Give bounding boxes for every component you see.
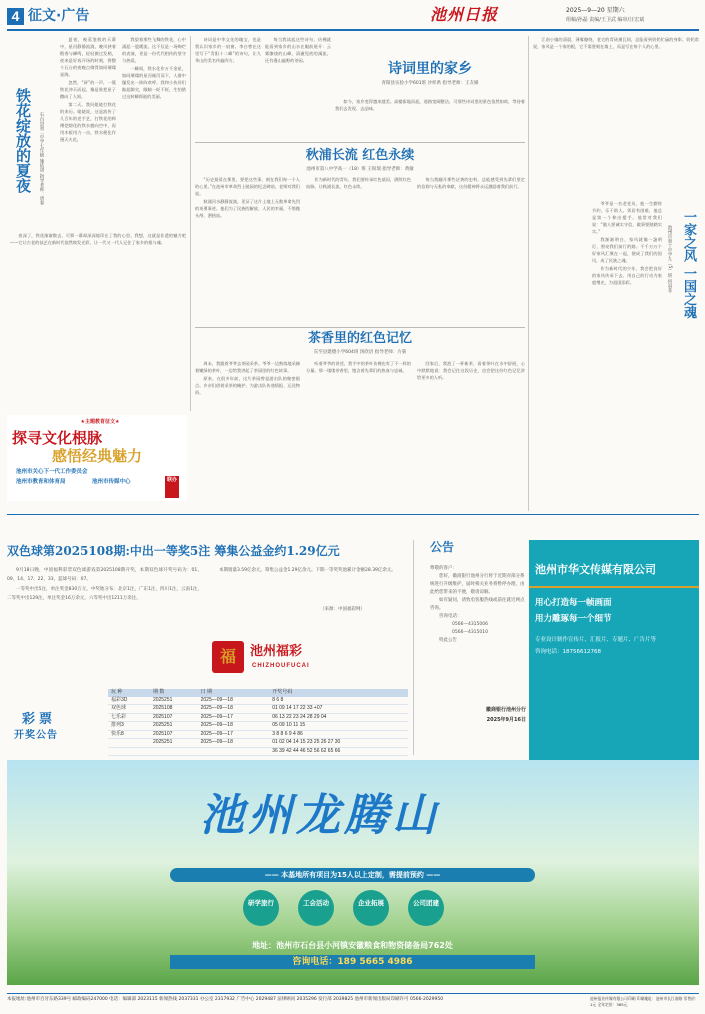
promo-organizer-2: 池州市教育和体育局 [16, 479, 66, 485]
lottery-label-1: 彩票 [22, 712, 57, 727]
service-circle-company: 公司团建 [408, 890, 444, 926]
promo-organizer-1: 池州市关心下一代工作委员会 [16, 469, 88, 475]
media-ad-services: 专业设计制作宣传片、汇报片、专题片、广告片等 [535, 637, 657, 643]
notice-org: 徽商银行池州分行 [485, 707, 526, 713]
longteng-ad-subtitle: —— 本基地所有项目为15人以上定制，需提前预约 —— [170, 868, 535, 882]
lottery-cell: 05 09 10 11 15 [269, 722, 408, 731]
lottery-cell [198, 747, 270, 756]
paragraph: 回家后，我泡了一杯新茶，看着茶叶在水中舒展，心中默默地说：我会记住这段历史，也会把这份红色记忆讲给更多的人听。 [417, 361, 525, 380]
longteng-ad-address: 地址：池州市石台县小河镇安徽粮食和物资储备局762处 [252, 941, 453, 950]
lottery-row [108, 722, 408, 731]
issue-date: 2025—9—20 星期六 [566, 7, 625, 14]
lottery-cell: 2025107 [150, 713, 198, 722]
paragraph: 每当我读起这些诗句，仿佛就能看到家乡的山水在眼前展开：云雾缭绕的山峰，清澈见底的溪流，还有漫山遍野的茶园。 [265, 37, 331, 63]
promo-organizer-3: 池州市传媒中心 [92, 479, 131, 485]
lottery-cell: 2025—09—18 [198, 705, 270, 714]
page-number: 4 [7, 8, 24, 25]
article-meta-autumn: 池州市第八中学高一（18）班 王锐瑞 指导老师：黄敏 [306, 167, 414, 172]
paragraph: 如今，家乡变得越来越美。高楼拔地而起，道路宽阔整洁，可那些诗词里的景色依然如故，等待着我们去发现、去品味。 [335, 99, 525, 111]
fucai-logo-icon: 福 [212, 641, 244, 673]
notice-salutation: 尊敬的客户： [430, 566, 457, 571]
footer-info: 本报地址:池州市百牙东路339号 邮政编码247000 电话：编辑部 2023115 新闻热线 2037331 办公室 2317932 广告中心 2029487 法律顾问 2035296 发行部 2039825 池州市新闻出版局印刷许可 0566-2029950 [7, 997, 444, 1002]
lottery-cell: 3 8 8 6 9 4 86 [269, 730, 408, 739]
lottery-row [108, 697, 408, 705]
lottery-cell [108, 747, 150, 756]
column-divider [528, 36, 529, 511]
paragraph: 秋浦河水静静流淌，见证了这片土地上无数革命先烈的英勇事迹。他们为了民族的解放、人民的幸福，不惜抛头颅、洒热血。 [195, 199, 300, 218]
fucai-logo-name: 池州福彩 [250, 644, 303, 659]
article-body-tea-col1 [195, 360, 300, 510]
paragraph: 我渐渐明白，家风就像一盏明灯，照亮我们前行的路。千千万万个好家风汇聚在一起，便成了我们的国风，成了民族之魂。 [592, 237, 662, 263]
lottery-headline: 双色球第2025108期:中出一等奖5注 筹集公益金约1.29亿元 [7, 544, 340, 558]
section-divider [7, 514, 699, 515]
article-title-tea: 茶香里的红色记忆 [307, 331, 412, 346]
lottery-cell: 2025107 [150, 730, 198, 739]
paragraph: 江南小镇的清晨，薄雾缭绕，老宅的青砖黛瓦间，总能看到奶奶忙碌的身影。奶奶常说，家风是一个家的根，它不需要刻在墙上，而是写在每个人的心里。 [533, 37, 699, 49]
notice-phone-2: 0566—4315010 [452, 630, 488, 635]
lottery-cell: 2025251 [150, 697, 198, 705]
lottery-cell: 2025—09—18 [198, 739, 270, 748]
paragraph: 爷爷是一名老党员，他一生勤俭节约，乐于助人。邻居有困难，他总是第一个伸出援手。他常对我们说：“做人要诚实守信，做事要踏踏实实。” [592, 201, 662, 234]
lottery-cell: 2025—09—17 [198, 713, 270, 722]
article-body-autumn-col2 [306, 176, 411, 324]
lottery-body-col1 [7, 566, 202, 636]
lottery-cell: 七乐彩 [108, 713, 150, 722]
promo-badge: 联办 [165, 476, 179, 498]
lottery-row [108, 705, 408, 714]
lottery-cell: 01 09 14 17 22 33 +07 [269, 705, 408, 714]
media-ad-phone: 咨询电话：18756612768 [535, 649, 601, 655]
section-title: 征文·广告 [28, 8, 90, 24]
lottery-results-table [108, 689, 408, 756]
paragraph: 如有疑问，请致电客服热线或前往就近网点咨询。 [430, 598, 525, 611]
article-body-tea-col2 [306, 360, 411, 510]
article-body-family-col2 [592, 200, 662, 510]
article-meta-tea: 东至县建德小学604班 汤欣语 指导老师：方菊 [313, 350, 407, 355]
section-divider [195, 327, 525, 328]
paragraph: 诗词是中华文化的瑰宝，也是我认识家乡的一扇窗。李白曾在这里写下“青阳十二峰”的诗句，让九华山的美名传遍四方。 [195, 37, 261, 63]
paragraph: 周末，我跟着爷爷去茶园采茶。爷爷一边熟练地采摘着嫩绿的茶叶，一边给我讲起了茶园里的红色故事。 [195, 361, 300, 373]
lottery-cell [150, 747, 198, 756]
paragraph: 作为新时代的青年，我们要传承红色基因，赓续红色血脉，让秋浦长流，红色永续。 [306, 177, 411, 189]
promo-slogan-2: 感悟经典魅力 [52, 447, 143, 465]
lottery-cell: 双色球 [108, 705, 150, 714]
article-body-autumn-col1 [195, 176, 300, 324]
paper-logo: 池州日报 [430, 5, 499, 24]
notice-contact-label: 咨询电话： [439, 614, 462, 619]
lottery-cell: 排列3 [108, 722, 150, 731]
fucai-logo-en: CHIZHOUFUCAI [252, 663, 310, 669]
section-divider [195, 142, 525, 143]
paragraph: 第二天，我问姥姥打铁花的来历。姥姥说，这是流传了几百年的老手艺，打铁花的师傅把熔化的铁水抛向空中，再用木板用力一击，铁水便化作漫天火花。 [60, 102, 116, 142]
service-circle-study: 研学旅行 [243, 890, 279, 926]
article-title-autumn: 秋浦长流 红色永续 [305, 148, 415, 163]
lottery-source: （来源：中国福彩网） [320, 607, 365, 612]
notice-phone-1: 0566—4315006 [452, 622, 488, 627]
media-ad-slogan-1: 用心打造每一帧画面 [535, 598, 612, 608]
article-body-poem-col1 [195, 36, 261, 136]
article-title-family: 一家之风 一国之魂 [681, 210, 696, 319]
article-title-poem: 诗词里的家乡 [388, 61, 472, 77]
paragraph: 一等奖中出5注，单注奖金830万元，中奖地分布：北京1注，广东1注，四川1注，云南1注，二等奖中出129注，单注奖金16万余元，六等奖中出1211万余注。 [7, 587, 202, 601]
lottery-cell: 36 39 42 44 46 52 56 62 65 66 [269, 747, 408, 756]
article-body-poem-col2 [265, 36, 331, 136]
notice-closing: 特此公告 [439, 638, 457, 643]
media-ad-slogan-2: 用力雕琢每一个细节 [535, 614, 612, 624]
article-meta-poem: 青阳县实验小学601班 沙梓禹 指导老师：王友娣 [381, 81, 479, 86]
paragraph: 原来，在很多年前，这片茶园曾是游击队的秘密据点。乡亲们借着采茶的掩护，为游击队传递情报、运送物资。 [195, 376, 300, 395]
lottery-cell: 06 13 22 23 24 28 29 04 [269, 713, 408, 722]
lottery-cell: 8 6 8 [269, 697, 408, 705]
promo-slogan-1: 探寻文化根脉 [12, 429, 103, 447]
lottery-row [108, 739, 408, 748]
article-body-tea-col3 [417, 360, 525, 510]
article-meta-family: 池州市第十中学九（5）班 何羽菲 [667, 225, 672, 293]
lottery-row [108, 747, 408, 756]
media-ad-band [529, 586, 699, 588]
paragraph: 我望着那些飞舞的铁花，心中涌起一股暖流。这不仅是一场绚烂的表演，更是一份代代相传的坚守与热爱。 [122, 37, 186, 63]
article-body-iron-flower-col1 [60, 36, 116, 226]
editor-credits: 组稿/孙磊 责编/王卫武 编审/汪宏斌 [566, 17, 645, 23]
lottery-row [108, 730, 408, 739]
service-circle-union: 工会活动 [298, 890, 334, 926]
col-header: 期 数 [150, 689, 198, 697]
article-title-iron-flower: 铁花绽放的夏夜 [14, 88, 32, 193]
col-header: 开奖号码 [269, 689, 408, 697]
lottery-cell: 2025251 [150, 739, 198, 748]
media-ad-title: 池州市华文传媒有限公司 [535, 563, 656, 576]
lottery-body-col2 [210, 566, 405, 616]
column-divider [413, 540, 414, 755]
paragraph: 您好，徽商银行池州分行将于近期对部分系统进行升级维护，届时相关业务将暂停办理，由此给您带来的不便，敬请谅解。 [430, 574, 525, 595]
article-body-iron-flower-col2 [122, 36, 186, 226]
notice-title: 公告 [430, 540, 455, 554]
article-meta-iron-flower: 石台县第二中学七年级 施依诺 指导老师：唐春 [39, 112, 44, 205]
lottery-row [108, 713, 408, 722]
footer-print-info: 池州报业传媒有限公司印刷 印刷地址：池州市长江南路 零售价：1元 全年定价：365元 [590, 996, 699, 1007]
lottery-cell [108, 739, 150, 748]
lottery-header-row [108, 689, 408, 697]
promo-heading: ★主题教育征文★ [80, 419, 120, 425]
lottery-cell: 2025—09—18 [198, 722, 270, 731]
lottery-cell: 福彩3D [108, 697, 150, 705]
lottery-cell: 2025108 [150, 705, 198, 714]
paragraph: “历史最爱在那里，要把这些事，刻在我们每一个人的心里。”在池州市革命烈士陵园的纪念碑前，老师对我们说。 [195, 177, 300, 196]
article-body-iron-flower-col3 [10, 232, 186, 407]
lottery-cell: 01 02 04 14 15 23 25 26 27 30 [269, 739, 408, 748]
paragraph: 忽然，“砰”的一声，一簇铁花冲天而起，像是谁把星子撒向了人间。 [60, 80, 116, 99]
article-body-poem-col3 [335, 98, 525, 138]
header-rule [7, 29, 699, 31]
article-body-family-col1 [533, 36, 699, 196]
paragraph: 作为新时代的少年，我会把良好的家风传承下去，用自己的行动为家庭增光，为祖国添彩。 [592, 266, 662, 285]
lottery-cell: 2025—09—17 [198, 730, 270, 739]
notice-date: 2025年9月16日 [486, 717, 526, 723]
lottery-cell: 快乐8 [108, 730, 150, 739]
notice-body [430, 565, 528, 645]
lottery-cell: 2025251 [150, 722, 198, 731]
lottery-cell: 2025—09—18 [198, 697, 270, 705]
lottery-label-2: 开奖公告 [14, 730, 58, 741]
longteng-ad-title: 池州龙腾山 [200, 790, 440, 841]
paragraph: 一瞬间，铁水化作万千金星，如同璀璨的星河倾泻而下，人群中爆发出一阵阵欢呼。我和小伙伴们踮起脚尖，眼睛一眨不眨，生怕错过这转瞬即逝的美丽。 [122, 66, 186, 99]
paragraph: 夜深了，铁花渐渐散去，可那一幕却深深地印在了我的心里。我想，这就是非遗的魅力吧——它让古老的技艺在新时代依然焕发光彩，让一代又一代人记住了家乡的根与魂。 [10, 233, 186, 245]
article-body-autumn-col3 [417, 176, 525, 324]
paragraph: 听着爷爷的讲述，我手中的茶叶仿佛也有了不一样的分量。那一缕缕茶香里，饱含着先辈们的热血与忠诚。 [306, 361, 411, 373]
column-divider [190, 36, 191, 411]
service-circle-team: 企业拓展 [353, 890, 389, 926]
longteng-ad-phone: 咨询电话：189 5665 4986 [170, 955, 535, 969]
col-header: 日 期 [198, 689, 270, 697]
footer-rule [7, 993, 699, 994]
paragraph: 夏夜，被蒸笼般的天幕中，星河静静流淌，晚风挟着稻香与蝉鸣，轻轻掀过发梢，夜来是好戏开场的时刻，将整个石台的夜晚点缀得如同璀璨星海。 [60, 37, 116, 77]
paragraph: 9月18日晚，中国福利彩票双色球游戏第2025108期开奖，本期双色球开奖号码为：01、09、14、17、22、33，蓝球号码：07。 [7, 568, 202, 582]
col-header: 玩 种 [108, 689, 150, 697]
paragraph: 每当我翻开那些泛黄的史料，总能感受到先辈们坚定的信仰与无私的奉献，这份精神将永远激励着我们前行。 [417, 177, 525, 189]
paragraph: 本期销量3.59亿余元，筹集公益金1.29亿余元。下期一等奖奖池累计金额28.39亿余元。 [219, 568, 396, 573]
